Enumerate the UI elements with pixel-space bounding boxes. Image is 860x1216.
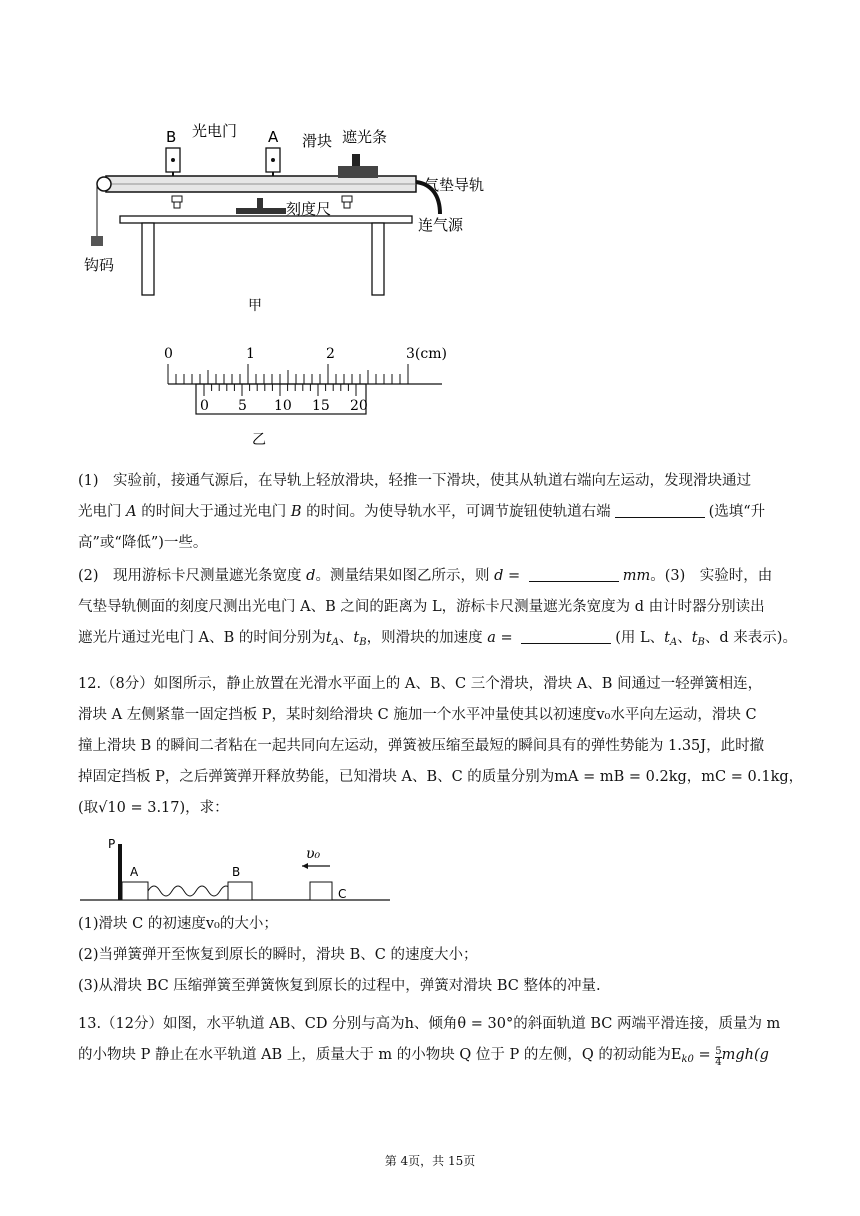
- q11-part3-line3: 遮光片通过光电门 A、B 的时间分别为$t_A$、$t_B$，则滑块的加速度 a = (用 L、$t_A$、$t_B$、d 来表示)。: [78, 630, 797, 648]
- q11-part3-line2: 气垫导轨侧面的刻度尺测出光电门 A、B 之间的距离为 L，游标卡尺测量遮光条宽度为 d 由计时器分别读出: [78, 599, 765, 615]
- answer-blank-1[interactable]: [615, 503, 705, 518]
- q12-subquestions: [78, 909, 784, 1002]
- fig12-label-c: C: [338, 887, 347, 901]
- q13-line2: 的小物块 P 静止在水平轨道 AB 上，质量大于 m 的小物块 Q 位于 P 的左侧，Q 的初动能为$E_{k0}$ = $\frac{5}{4}$ mgh(g: [78, 1046, 769, 1068]
- answer-blank-2[interactable]: [529, 567, 619, 582]
- q12-sub1: (1)滑块 C 的初速度v₀的大小；: [78, 916, 278, 932]
- label-strip: 遮光条: [342, 128, 388, 146]
- label-scale: 刻度尺: [286, 200, 332, 218]
- q11-part1-line2: 光电门 A 的时间大于通过光电门 B 的时间。为使导轨水平，可调节旋钮使轨道右端 (选填“升: [78, 504, 766, 520]
- figure-q12: [80, 836, 400, 906]
- caption-jia: 甲: [248, 298, 262, 314]
- q12-block: [78, 669, 804, 824]
- label-photogate: 光电门: [192, 122, 238, 140]
- q13-line1: 13.（12分）如图，水平轨道 AB、CD 分别与高为h、倾角θ = 30°的斜面轨道 BC 两端平滑连接，质量为 m: [78, 1016, 781, 1032]
- q12-sub2: (2)当弹簧弹开至恢复到原长的瞬时，滑块 B、C 的速度大小；: [78, 947, 478, 963]
- figure-jia: [80, 118, 510, 318]
- fig12-label-p: P: [108, 837, 116, 851]
- vernier-tick-20: 20: [350, 398, 368, 414]
- label-track: 气垫导轨: [424, 176, 485, 194]
- vernier-tick-15: 15: [312, 398, 330, 414]
- figure-yi: [150, 340, 450, 452]
- main-tick-2: 2: [326, 346, 335, 362]
- label-air: 连气源: [418, 216, 464, 234]
- label-weight: 钩码: [84, 256, 115, 274]
- q11-block: [78, 466, 797, 658]
- pulley-icon: [97, 177, 111, 191]
- q12-sub3: (3)从滑块 BC 压缩弹簧至弹簧恢复到原长的过程中，弹簧对滑块 BC 整体的冲量.: [78, 978, 601, 994]
- q12-line1: 12.（8分）如图所示，静止放置在光滑水平面上的 A、B、C 三个滑块，滑块 A、B 间通过一轻弹簧相连，: [78, 676, 763, 692]
- q12-line2: 滑块 A 左侧紧靠一固定挡板 P，某时刻给滑块 C 施加一个水平冲量使其以初速度v₀水平向左运动，滑块 C: [78, 707, 757, 723]
- q13-block: [78, 1009, 784, 1075]
- q11-part2-line1: (2) 现用游标卡尺测量遮光条宽度 d。测量结果如图乙所示，则 d = mm。(3) 实验时，由: [78, 568, 773, 584]
- label-a: A: [268, 128, 279, 146]
- fraction: $\frac{5}{4}$: [715, 1046, 722, 1068]
- main-tick-0: 0: [164, 346, 173, 362]
- caption-yi: 乙: [252, 432, 266, 448]
- main-tick-1: 1: [246, 346, 255, 362]
- q12-line5: (取√10 = 3.17)，求：: [78, 800, 229, 816]
- weight-icon: [91, 236, 103, 246]
- fig12-label-a: A: [130, 865, 139, 879]
- fig12-label-b: B: [232, 865, 241, 879]
- q11-part1-line1: (1) 实验前，接通气源后，在导轨上轻放滑块，轻推一下滑块，使其从轨道右端向左运动，发现滑块通过: [78, 473, 752, 489]
- label-slider: 滑块: [302, 132, 333, 150]
- answer-blank-3[interactable]: [521, 629, 611, 644]
- vernier-tick-5: 5: [238, 398, 247, 414]
- vernier-tick-10: 10: [274, 398, 292, 414]
- q11-part1-line3: 高”或“降低”)一些。: [78, 535, 208, 551]
- fig12-label-v0: υ₀: [306, 846, 321, 862]
- slider-block: [338, 166, 378, 178]
- q12-line3: 撞上滑块 B 的瞬间二者粘在一起共同向左运动，弹簧被压缩至最短的瞬间具有的弹性势能为 1.35J，此时撤: [78, 738, 765, 754]
- main-tick-3: 3(cm): [406, 346, 447, 362]
- vernier-tick-0: 0: [200, 398, 209, 414]
- q12-line4: 掉固定挡板 P，之后弹簧弹开释放势能，已知滑块 A、B、C 的质量分别为mA = mB = 0.2kg，mC = 0.1kg，: [78, 769, 804, 785]
- label-b: B: [166, 128, 177, 146]
- page-footer: 第 4页，共 15页: [384, 1154, 476, 1168]
